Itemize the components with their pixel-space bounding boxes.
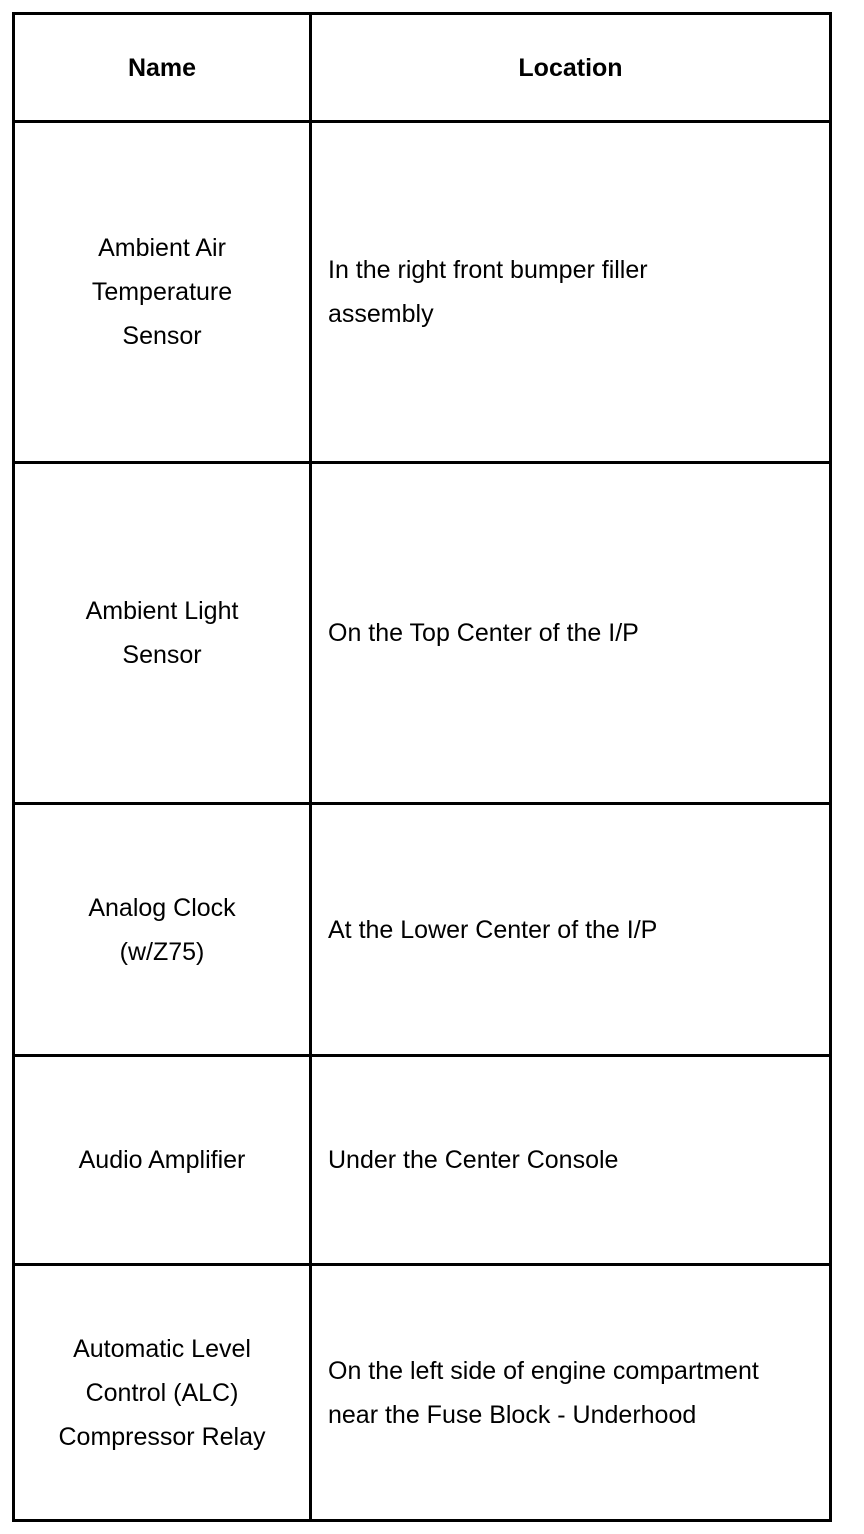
row-name: Analog Clock (w/Z75) (88, 893, 236, 966)
row-location: At the Lower Center of the I/P (328, 915, 658, 944)
row-location-cell (312, 805, 829, 1057)
header-location-label: Location (518, 53, 623, 82)
header-name (15, 15, 312, 123)
row-location: On the Top Center of the I/P (328, 619, 639, 647)
row-location: Under the Center Console (328, 1146, 619, 1174)
row-location-cell (312, 123, 829, 464)
row-name-cell (15, 464, 312, 805)
row-location: On the left side of engine compartment near the Fuse Block - Underhood (328, 1356, 759, 1429)
row-name: Ambient Light Sensor (85, 597, 239, 669)
table-grid (15, 15, 829, 1519)
row-location-cell (312, 464, 829, 805)
row-name-cell (15, 1266, 312, 1519)
row-name: Audio Amplifier (78, 1146, 246, 1174)
row-location-cell (312, 1057, 829, 1266)
header-location (312, 15, 829, 123)
row-location-cell (312, 1266, 829, 1519)
header-name-label: Name (127, 53, 197, 82)
row-name-cell (15, 1057, 312, 1266)
component-location-table (12, 12, 832, 1522)
row-location: In the right front bumper filler assembly (328, 256, 648, 328)
row-name: Automatic Level Control (ALC) Compressor Relay (58, 1334, 266, 1451)
row-name: Ambient Air Temperature Sensor (91, 234, 233, 350)
row-name-cell (15, 123, 312, 464)
row-name-cell (15, 805, 312, 1057)
